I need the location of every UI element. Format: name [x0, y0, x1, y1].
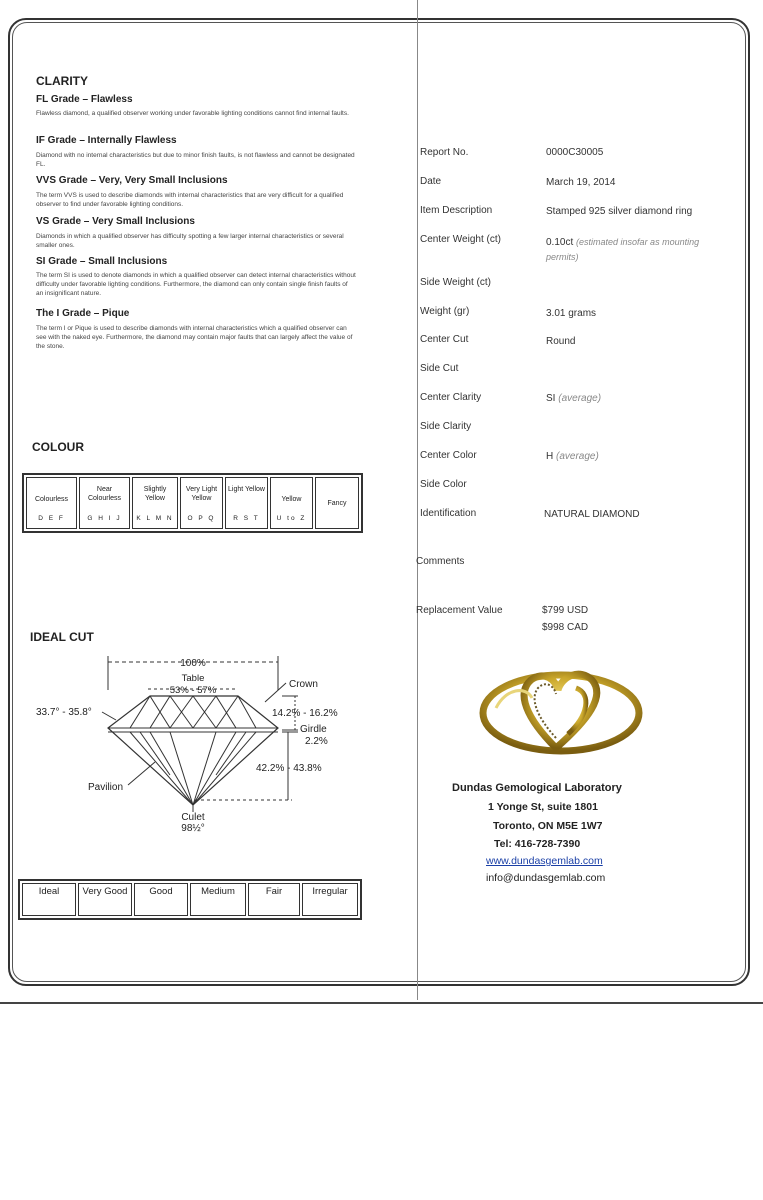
- grade-fl-title: FL Grade – Flawless: [36, 94, 133, 105]
- report-number-label: Report No.: [420, 147, 469, 158]
- replacement-value-usd: $799 USD: [542, 605, 589, 616]
- colour-cell: Slightly Yellow K L M N: [132, 477, 178, 529]
- replacement-value-cad: $998 CAD: [542, 622, 589, 633]
- colour-cell: Very Light Yellow O P Q: [180, 477, 223, 529]
- diagram-table-range: 53% - 57%: [169, 685, 217, 696]
- center-clarity-note: (average): [558, 393, 602, 404]
- ring-photo: [476, 658, 646, 758]
- diagram-culet-label: Culet: [181, 812, 205, 823]
- identification-label: Identification: [420, 508, 477, 519]
- ideal-cut-title: IDEAL CUT: [30, 630, 94, 644]
- weight-label: Weight (gr): [420, 306, 470, 317]
- center-cut-label: Center Cut: [420, 334, 469, 345]
- grade-vvs-desc: The term VVS is used to describe diamonds with internal characteristics that are very difficult for a qualified observer to find under favorable lighting conditions.: [36, 192, 344, 208]
- grade-if-desc: Diamond with no internal characteristics but due to minor finish faults, is not flawless and cannot be designated FL.: [36, 152, 355, 168]
- center-weight-label: Center Weight (ct): [420, 234, 501, 245]
- diagram-width-label: 100%: [180, 658, 206, 669]
- clarity-title: CLARITY: [36, 74, 88, 88]
- diagram-girdle-value: 2.2%: [305, 736, 328, 747]
- lab-website-link[interactable]: www.dundasgemlab.com: [486, 855, 603, 867]
- colour-cell: Near Colourless G H I J: [79, 477, 130, 529]
- diagram-girdle-label: Girdle: [300, 724, 327, 735]
- center-weight-note: (estimated insofar as mounting permits): [546, 237, 700, 262]
- lab-name: Dundas Gemological Laboratory: [452, 782, 622, 794]
- cut-grade-cell: Good: [134, 883, 188, 916]
- diagram-table-label: Table: [181, 673, 205, 684]
- diagram-pavilion-label: Pavilion: [88, 782, 124, 793]
- diagram-culet-value: 98½°: [181, 823, 205, 834]
- grade-vs-desc: Diamonds in which a qualified observer has difficulty spotting a few larger internal characteristics or several smaller ones.: [36, 233, 344, 249]
- lab-phone: Tel: 416-728-7390: [494, 838, 581, 850]
- colour-cell: Colourless D E F: [26, 477, 77, 529]
- side-color-label: Side Color: [420, 479, 467, 490]
- lab-address-line1: 1 Yonge St, suite 1801: [488, 801, 598, 813]
- cut-grade-cell: Medium: [190, 883, 246, 916]
- cut-grade-cell: Fair: [248, 883, 300, 916]
- cut-grade-table: [18, 879, 362, 920]
- center-color-value: H (average): [546, 451, 599, 462]
- diagram-crown-height: 14.2% - 16.2%: [272, 708, 338, 719]
- diamond-cut-diagram: [20, 650, 360, 840]
- center-color-label: Center Color: [420, 450, 477, 461]
- item-description-label: Item Description: [420, 205, 493, 216]
- lab-email[interactable]: info@dundasgemlab.com: [486, 872, 606, 884]
- colour-scale-table: [22, 473, 363, 533]
- colour-title: COLOUR: [32, 440, 84, 454]
- date-label: Date: [420, 176, 442, 187]
- center-cut-value: Round: [546, 336, 576, 347]
- side-clarity-label: Side Clarity: [420, 421, 472, 432]
- grade-i-desc: The term I or Pique is used to describe diamonds with internal characteristics which a qualified observer can see with the naked eye. Furthermore, the diamond may contain major faults that can largely affect the value of the stone.: [36, 325, 353, 350]
- grade-vvs-title: VVS Grade – Very, Very Small Inclusions: [36, 175, 228, 186]
- page-bottom-rule: [0, 1002, 763, 1004]
- colour-cell: Fancy: [315, 477, 359, 529]
- diagram-pavilion-depth: 42.2% - 43.8%: [256, 763, 322, 774]
- lab-address-line2: Toronto, ON M5E 1W7: [493, 820, 603, 832]
- grade-fl-desc: Flawless diamond, a qualified observer working under favorable lighting conditions cannot find internal faults.: [36, 110, 349, 117]
- grade-i-title: The I Grade – Pique: [36, 308, 130, 319]
- grade-si-title: SI Grade – Small Inclusions: [36, 256, 168, 267]
- colour-cell: Yellow U to Z: [270, 477, 313, 529]
- diagram-crown-angle: 33.7° - 35.8°: [36, 707, 92, 718]
- diagram-crown-label: Crown: [289, 679, 318, 690]
- colour-cell: Light Yellow R S T: [225, 477, 268, 529]
- cut-grade-cell: Ideal: [22, 883, 76, 916]
- center-weight-value: 0.10ct (estimated insofar as mounting permits): [546, 237, 700, 262]
- side-weight-label: Side Weight (ct): [420, 277, 491, 288]
- date-value: March 19, 2014: [546, 177, 616, 188]
- cut-grade-cell: Irregular: [302, 883, 358, 916]
- weight-value: 3.01 grams: [546, 308, 597, 319]
- center-clarity-value: SI (average): [546, 393, 602, 404]
- grade-if-title: IF Grade – Internally Flawless: [36, 135, 177, 146]
- fold-line: [417, 0, 418, 1000]
- comments-label: Comments: [416, 556, 465, 567]
- grade-si-desc: The term SI is used to denote diamonds in which a qualified observer can detect internal characteristics without difficulty under favorable lighting conditions. Furthermore, the diamond can only contain single finish faults of an insignificant nature.: [36, 272, 356, 297]
- center-color-note: (average): [556, 451, 599, 462]
- identification-value: NATURAL DIAMOND: [544, 509, 640, 520]
- grade-vs-title: VS Grade – Very Small Inclusions: [36, 216, 195, 227]
- replacement-value-label: Replacement Value: [416, 605, 503, 616]
- report-number-value: 0000C30005: [546, 147, 604, 158]
- side-cut-label: Side Cut: [420, 363, 459, 374]
- cut-grade-cell: Very Good: [78, 883, 132, 916]
- center-clarity-label: Center Clarity: [420, 392, 482, 403]
- item-description-value: Stamped 925 silver diamond ring: [546, 206, 693, 217]
